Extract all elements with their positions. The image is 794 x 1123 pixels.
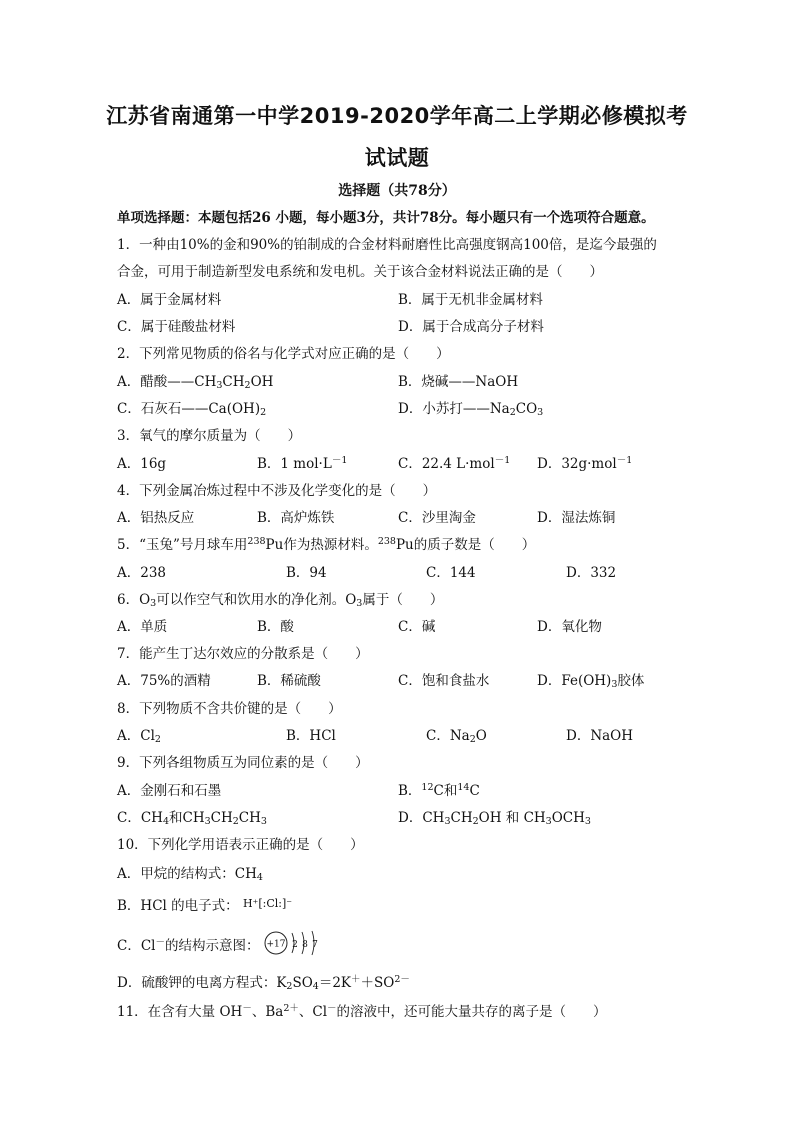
nucleus-charge: +17 [266, 939, 286, 950]
q8-option-c: C．$Na_2O$ [426, 728, 487, 745]
q8-option-b: B．HCl [286, 728, 336, 744]
q8-stem: 8．下列物质不含共价键的是（ ） [117, 701, 342, 717]
shell-2-count: 8 [302, 940, 308, 950]
q7-option-a: A．75%的酒精 [117, 673, 211, 689]
q2-option-a: A．醋酸$——CH_3CH_2OH$ [117, 374, 274, 391]
q6-option-d: D．氧化物 [537, 619, 602, 635]
q1-option-a: A．属于金属材料 [117, 292, 222, 308]
shell-3-count: 7 [312, 940, 318, 950]
q8-option-a: A．$Cl_2$ [117, 728, 161, 745]
hcl-electron-formula: H⁺[:Cl:]⁻ [242, 897, 293, 910]
q9-stem: 9．下列各组物质互为同位素的是（ ） [117, 755, 369, 771]
q10-option-a: A．甲烷的结构式：$CH_4$ [117, 866, 263, 883]
q10-option-b: B．HCl 的电子式： $^{H^+[:Cl:]^-}$ [117, 897, 293, 914]
q6-option-a: A．单质 [117, 619, 168, 635]
q10-option-d: D．硫酸钾的电离方程式：$K_2SO_4=2K^++SO^{2-}$ [117, 974, 410, 992]
q5-option-a: A．238 [117, 565, 167, 581]
q5-option-c: C．144 [426, 565, 476, 581]
page-title: 江苏省南通第一中学2019-2020学年高二上学期必修模拟考 [106, 104, 688, 128]
q5-option-b: B．94 [286, 565, 327, 581]
q7-stem: 7．能产生丁达尔效应的分散系是（ ） [117, 646, 369, 662]
q5-stem: 5．“玉兔”号月球车用$^{238}$Pu作为热源材料。$^{238}$Pu的质子数是（ ） [117, 536, 536, 553]
q7-option-c: C．饱和食盐水 [398, 673, 490, 689]
q4-option-c: C．沙里淘金 [398, 510, 476, 526]
section-heading: 选择题（共78分） [338, 183, 456, 199]
q3-option-c: C．22.4 L·mol$^{-1}$ [398, 455, 511, 472]
q3-stem: 3．氧气的摩尔质量为（ ） [117, 428, 302, 444]
q10-stem: 10．下列化学用语表示正确的是（ ） [117, 837, 364, 853]
q9-option-d: D．$CH_3CH_2OH$ 和 $CH_3OCH_3$ [398, 810, 591, 827]
q3-option-b: B．1 $mol\cdot L^{-1}$ [257, 455, 348, 472]
q9-option-c: C．$CH_4$和$CH_3CH_2CH_3$ [117, 810, 267, 827]
q4-stem: 4．下列金属冶炼过程中不涉及化学变化的是（ ） [117, 483, 437, 499]
q7-option-b: B．稀硫酸 [257, 673, 321, 689]
instructions: 单项选择题：本题包括26 小题，每小题3分，共计78分。每小题只有一个选项符合题意。 [117, 210, 655, 226]
q5-option-d: D．332 [566, 565, 617, 581]
q2-option-b: B．烧碱——NaOH [398, 374, 519, 390]
page-title-continued: 试试题 [364, 146, 430, 170]
q2-option-c: C．石灰石$——Ca(OH)_2$ [117, 401, 267, 418]
q8-option-d: D．NaOH [566, 728, 634, 744]
q2-stem: 2．下列常见物质的俗名与化学式对应正确的是（ ） [117, 346, 450, 362]
q11-stem: 11．在含有大量 OH－、$Ba^{2+}$、Cl－的溶液中，还可能大量共存的离子是（ ） [117, 1003, 607, 1020]
q6-stem: 6．$O_3$可以作空气和饮用水的净化剂。$O_3$属于（ ） [117, 592, 444, 609]
q6-option-c: C．碱 [398, 619, 436, 635]
q4-option-a: A．铝热反应 [117, 510, 195, 526]
q3-option-d: D．32g·mol$^{-1}$ [537, 455, 633, 472]
shell-1-count: 2 [292, 940, 298, 950]
q2-option-d: D．小苏打$——Na_2CO_3$ [398, 401, 544, 418]
chloride-ion-structure-diagram [262, 927, 326, 959]
q1-stem-continued: 合金，可用于制造新型发电系统和发电机。关于该合金材料说法正确的是（ ） [117, 264, 603, 280]
q3-option-a: A．16g [117, 456, 167, 472]
q9-option-b: B．$^{12}$C和$^{14}$C [398, 782, 480, 799]
q6-option-b: B．酸 [257, 619, 294, 635]
q1-option-d: D．属于合成高分子材料 [398, 319, 544, 335]
q4-option-b: B．高炉炼铁 [257, 510, 335, 526]
q1-option-c: C．属于硅酸盐材料 [117, 319, 236, 335]
q9-option-a: A．金刚石和石墨 [117, 783, 222, 799]
q1-option-b: B．属于无机非金属材料 [398, 292, 543, 308]
q7-option-d: D．$Fe(OH)_3$胶体 [537, 673, 645, 690]
q4-option-d: D．湿法炼铜 [537, 510, 616, 526]
q10-option-c: C．Cl－的结构示意图： [117, 937, 260, 954]
q1-stem: 1．一种由10%的金和90%的铂制成的合金材料耐磨性比高强度钢高100倍，是迄今最强的 [117, 237, 657, 253]
